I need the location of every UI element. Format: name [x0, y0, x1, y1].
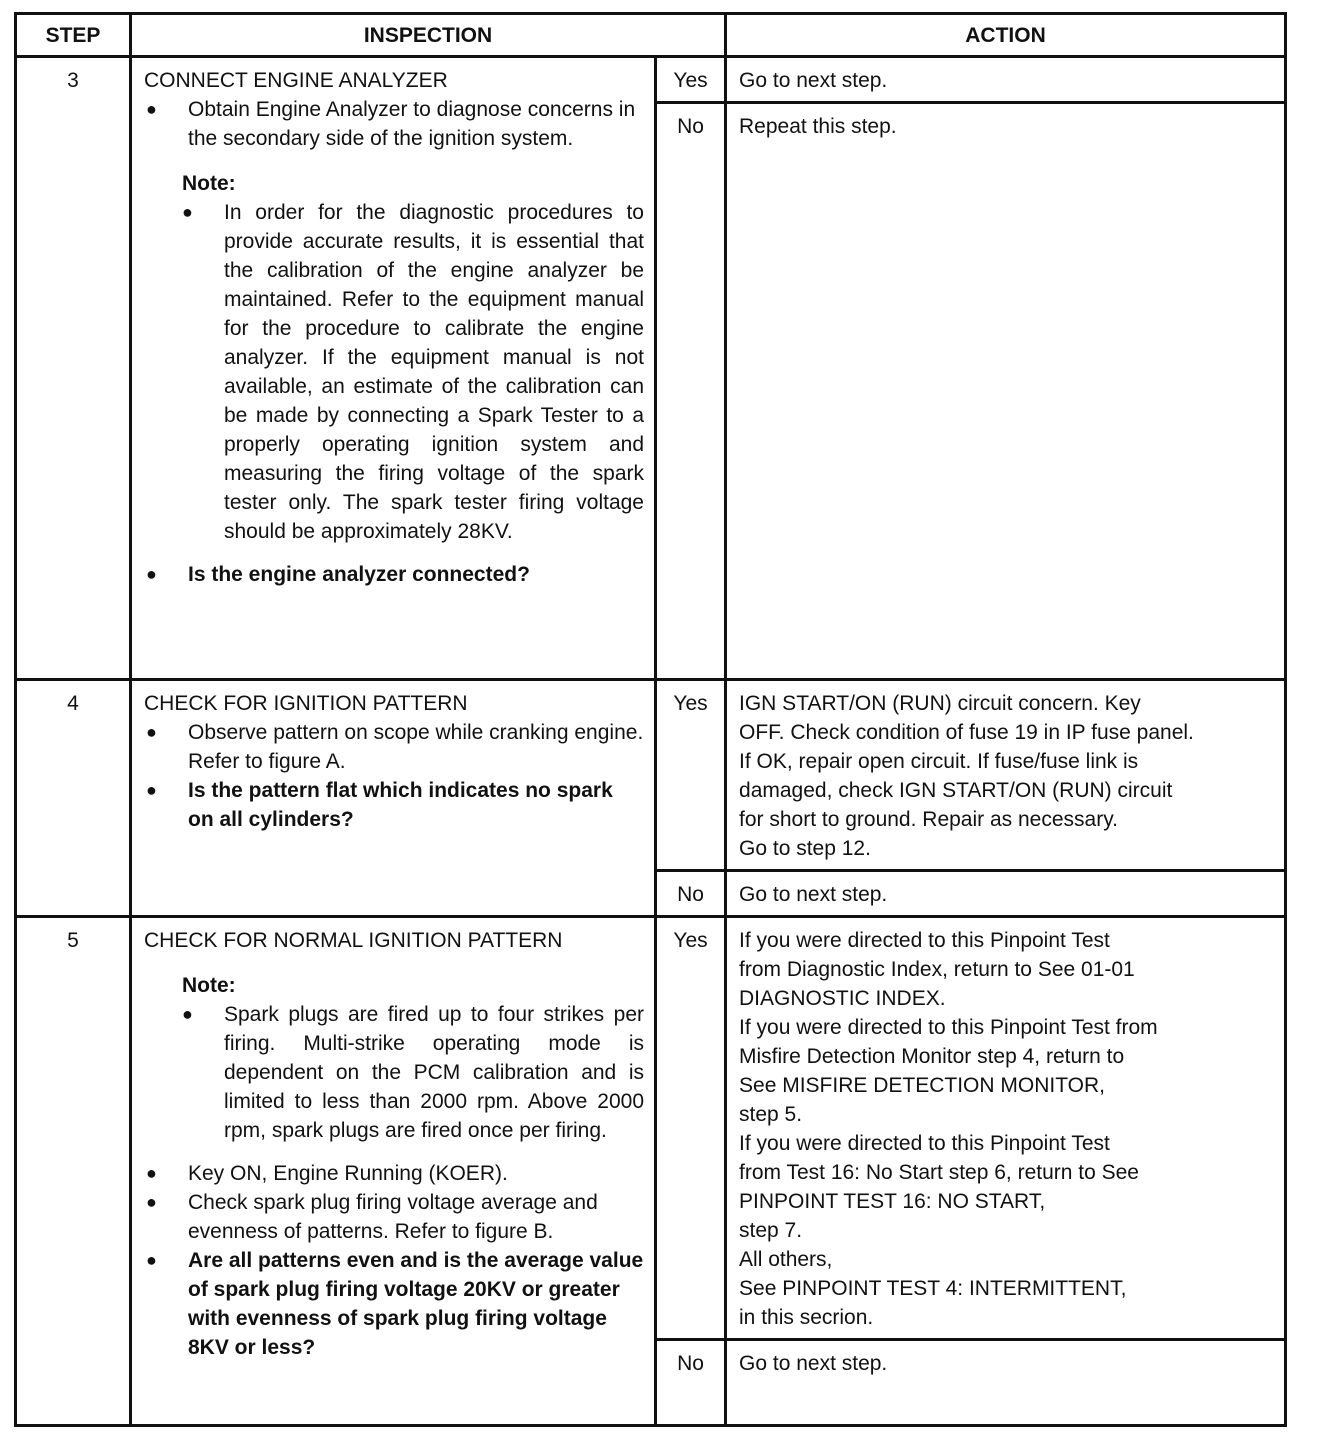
no-action: Go to next step.	[726, 871, 1286, 917]
header-step: STEP	[16, 14, 131, 57]
bullet-icon: ●	[146, 722, 157, 742]
yes-label: Yes	[656, 680, 726, 871]
step-number: 5	[16, 917, 131, 1426]
note-bullet: ● In order for the diagnostic procedures to provide accurate results, it is essential that the calibration of the engine analyzer be maintained. Refer to the equipment manual for the procedure to calibrate the engine analyzer. If the equipment manual is not available, an estimate of the calibration can be made by connecting a Spark Tester to a properly operating ignition system and measuring the firing voltage of the spark tester only. The spark tester firing voltage should be approximately 28KV.	[182, 198, 644, 546]
bullet-icon: ●	[146, 1192, 157, 1212]
bullet-icon: ●	[146, 99, 157, 119]
step-title: CHECK FOR NORMAL IGNITION PATTERN	[144, 929, 563, 952]
header-action: ACTION	[726, 14, 1286, 57]
bullet-icon: ●	[182, 1004, 193, 1024]
no-action: Repeat this step.	[726, 103, 1286, 680]
bullet-item: ● Check spark plug firing voltage average and evenness of patterns. Refer to figure B.	[144, 1188, 644, 1246]
question-item: ● Are all patterns even and is the average value of spark plug firing voltage 20KV or greater with evenness of spark plug firing voltage 8KV or less?	[144, 1246, 644, 1362]
question-item: ● Is the pattern flat which indicates no spark on all cylinders?	[144, 776, 644, 834]
yes-label: Yes	[656, 57, 726, 103]
bullet-item: ● Key ON, Engine Running (KOER).	[144, 1159, 644, 1188]
header-row	[16, 14, 1286, 57]
diagnostic-table-frame	[14, 12, 1287, 1427]
step-3-yes-row	[16, 57, 1286, 103]
no-action: Go to next step.	[726, 1340, 1286, 1426]
step-5-inspection	[131, 917, 656, 1426]
bullet-icon: ●	[146, 564, 157, 584]
no-label: No	[656, 871, 726, 917]
step-4-yes-row	[16, 680, 1286, 871]
yes-action: Go to next step.	[726, 57, 1286, 103]
step-3-inspection	[131, 57, 656, 680]
note-block	[182, 169, 644, 546]
bullet-item: ● Obtain Engine Analyzer to diagnose concerns in the secondary side of the ignition system.	[144, 95, 644, 153]
no-label: No	[656, 1340, 726, 1426]
step-number: 3	[16, 57, 131, 680]
bullet-icon: ●	[146, 780, 157, 800]
header-inspection: INSPECTION	[131, 14, 726, 57]
note-bullet: ● Spark plugs are fired up to four strikes per firing. Multi-strike operating mode is dependent on the PCM calibration and is limited to less than 2000 rpm. Above 2000 rpm, spark plugs are fired once per firing.	[182, 1000, 644, 1145]
note-block	[182, 971, 644, 1145]
step-title: CHECK FOR IGNITION PATTERN	[144, 692, 468, 715]
question-item: ● Is the engine analyzer connected?	[144, 560, 644, 589]
no-label: No	[656, 103, 726, 680]
note-label: Note:	[182, 974, 236, 997]
bullet-item: ● Observe pattern on scope while cranking engine. Refer to figure A.	[144, 718, 644, 776]
step-title: CONNECT ENGINE ANALYZER	[144, 69, 448, 92]
yes-label: Yes	[656, 917, 726, 1340]
yes-action: IGN START/ON (RUN) circuit concern. Key OFF. Check condition of fuse 19 in IP fuse panel. If OK, repair open circuit. If fuse/fuse link is damaged, check IGN START/ON (RUN) circuit for short to ground. Repair as necessary. Go to step 12.	[726, 680, 1286, 871]
step-5-yes-row	[16, 917, 1286, 1340]
step-number: 4	[16, 680, 131, 917]
yes-action: If you were directed to this Pinpoint Test from Diagnostic Index, return to See 01-01 DIAGNOSTIC INDEX. If you were directed to this Pinpoint Test from Misfire Detection Monitor step 4, return to See MISFIRE DETECTION MONITOR, step 5. If you were directed to this Pinpoint Test from Test 16: No Start step 6, return to See PINPOINT TEST 16: NO START, step 7. All others, See PINPOINT TEST 4: INTERMITTENT, in this secrion.	[726, 917, 1286, 1340]
pinpoint-test-table	[14, 12, 1287, 1427]
bullet-icon: ●	[146, 1250, 157, 1270]
bullet-icon: ●	[146, 1163, 157, 1183]
note-label: Note:	[182, 172, 236, 195]
bullet-icon: ●	[182, 202, 193, 222]
step-4-inspection	[131, 680, 656, 917]
